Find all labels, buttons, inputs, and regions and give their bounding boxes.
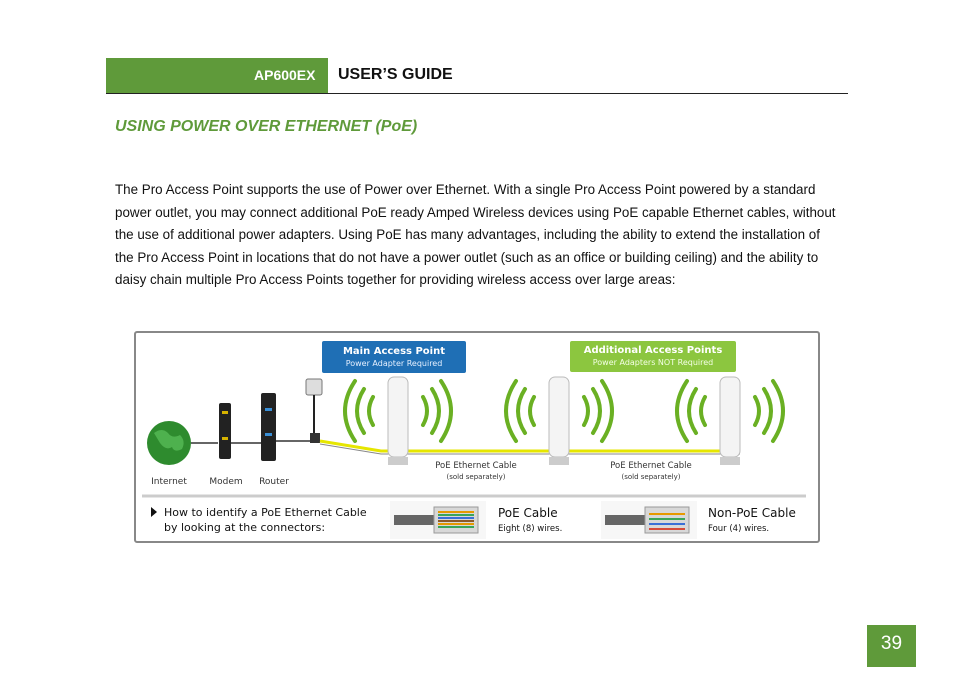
poe-cable-main: [320, 441, 740, 451]
poe-connector-icon: [390, 501, 486, 539]
internet-label: Internet: [151, 477, 187, 487]
identify-line2: by looking at the connectors:: [164, 521, 326, 534]
main-ap-label: Main Access Point: [342, 346, 446, 357]
cable1-sublabel: (sold separately): [446, 473, 506, 481]
access-point-additional-2-icon: [720, 377, 740, 465]
poe-diagram: [134, 331, 820, 543]
arrow-right-icon: [151, 507, 157, 517]
poe-cable-wires: Eight (8) wires.: [498, 524, 563, 534]
poe-cable-label: PoE Cable: [498, 506, 558, 520]
power-adapter-icon: [306, 379, 322, 443]
cable2-sublabel: (sold separately): [621, 473, 681, 481]
main-ap-sublabel: Power Adapter Required: [345, 359, 443, 368]
modem-label: Modem: [209, 477, 243, 487]
cable1-label: PoE Ethernet Cable: [435, 461, 517, 471]
access-point-additional-1-icon: [549, 377, 569, 465]
cable2-label: PoE Ethernet Cable: [610, 461, 692, 471]
guide-title: USER’S GUIDE: [338, 66, 453, 83]
non-poe-cable-wires: Four (4) wires.: [708, 524, 770, 534]
non-poe-cable-label: Non-PoE Cable: [708, 506, 796, 520]
header-rule: [106, 93, 848, 94]
additional-ap-label: Additional Access Points: [583, 345, 723, 356]
non-poe-connector-icon: [601, 501, 697, 539]
router-icon: [261, 393, 276, 461]
model-name: AP600EX: [254, 67, 316, 83]
router-label: Router: [259, 477, 289, 487]
identify-line1: How to identify a PoE Ethernet Cable: [164, 506, 367, 519]
additional-ap-sublabel: Power Adapters NOT Required: [592, 358, 714, 367]
page-number: 39: [880, 633, 903, 654]
body-paragraph: The Pro Access Point supports the use of Power over Ethernet. With a single Pro Access Point powered by a standard power outlet, you may connect additional PoE ready Amped Wireless devices using PoE capable Ethernet cables, without the use of additional power adapters. Using PoE has many advantages, including the ability to extend the installation of the Pro Access Point in locations that do not have a power outlet (such as an office or building ceiling) and the ability to daisy chain multiple Pro Access Points together for providing wireless access over large areas:: [115, 182, 836, 288]
globe-icon: [147, 421, 191, 465]
section-title: USING POWER OVER ETHERNET (PoE): [115, 118, 418, 135]
modem-icon: [219, 403, 231, 459]
access-point-main-icon: [388, 377, 408, 465]
